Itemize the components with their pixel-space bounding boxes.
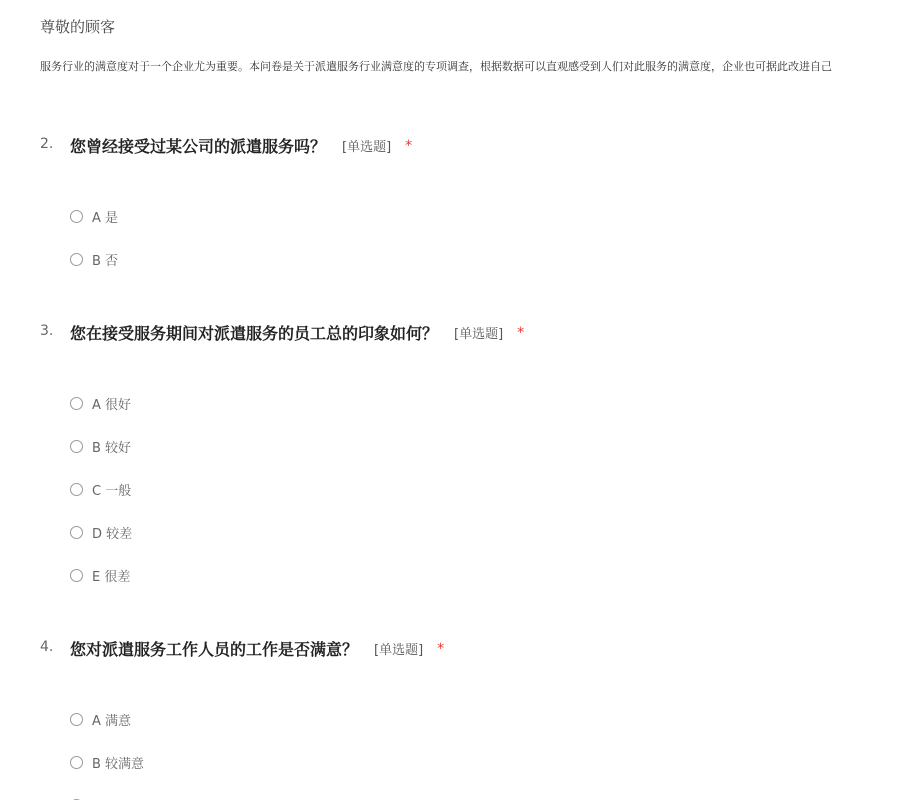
option-label: E 很差: [92, 569, 131, 585]
radio-button[interactable]: [70, 397, 83, 410]
question-header: [40, 637, 900, 661]
question-title: 您在接受服务期间对派遣服务的员工总的印象如何？: [70, 324, 439, 343]
option-3-e[interactable]: [70, 565, 130, 585]
option-4-b[interactable]: [70, 752, 144, 772]
option-3-b[interactable]: [70, 436, 131, 456]
option-2-a[interactable]: [70, 206, 118, 226]
option-label: B 较好: [92, 440, 132, 456]
question-number: 3.: [40, 323, 54, 339]
question-number: 2.: [40, 136, 54, 152]
question-type-label: [单选题]: [342, 140, 392, 155]
question-header: [40, 321, 900, 345]
option-4-a[interactable]: [70, 709, 131, 729]
radio-button[interactable]: [70, 440, 83, 453]
survey-intro-text: 服务行业的满意度对于一个企业尤为重要。本问卷是关于派遣服务行业满意度的专项调查，根据数据可以直观感受到人们对此服务的满意度，企业也可据此改进自己: [40, 60, 832, 73]
option-label: A 满意: [92, 713, 132, 729]
option-label: C 一般: [92, 483, 132, 499]
option-3-a[interactable]: [70, 393, 131, 413]
question-4: [40, 637, 900, 772]
option-2-b[interactable]: [70, 249, 118, 269]
question-type-label: [单选题]: [374, 643, 424, 658]
question-title: 您对派遣服务工作人员的工作是否满意？: [70, 640, 359, 659]
radio-button[interactable]: [70, 210, 83, 223]
option-4-c[interactable]: [70, 795, 83, 800]
radio-button[interactable]: [70, 526, 83, 539]
option-label: A 是: [92, 210, 119, 226]
question-2: [40, 134, 900, 269]
question-3: [40, 321, 900, 585]
question-type-label: [单选题]: [454, 327, 504, 342]
option-label: D 较差: [92, 526, 133, 542]
option-3-c[interactable]: [70, 479, 131, 499]
required-marker: *: [517, 324, 525, 341]
radio-button[interactable]: [70, 483, 83, 496]
required-marker: *: [437, 640, 445, 657]
option-label: B 否: [92, 253, 119, 269]
question-title: 您曾经接受过某公司的派遣服务吗？: [70, 137, 327, 156]
option-label: A 很好: [92, 397, 132, 413]
question-header: [40, 134, 900, 158]
question-number: 4.: [40, 639, 54, 655]
required-marker: *: [405, 137, 413, 154]
option-label: B 较满意: [92, 756, 145, 772]
option-3-d[interactable]: [70, 522, 132, 542]
radio-button[interactable]: [70, 569, 83, 582]
radio-button[interactable]: [70, 713, 83, 726]
radio-button[interactable]: [70, 253, 83, 266]
radio-button[interactable]: [70, 756, 83, 769]
greeting-heading: 尊敬的顾客: [40, 18, 116, 36]
